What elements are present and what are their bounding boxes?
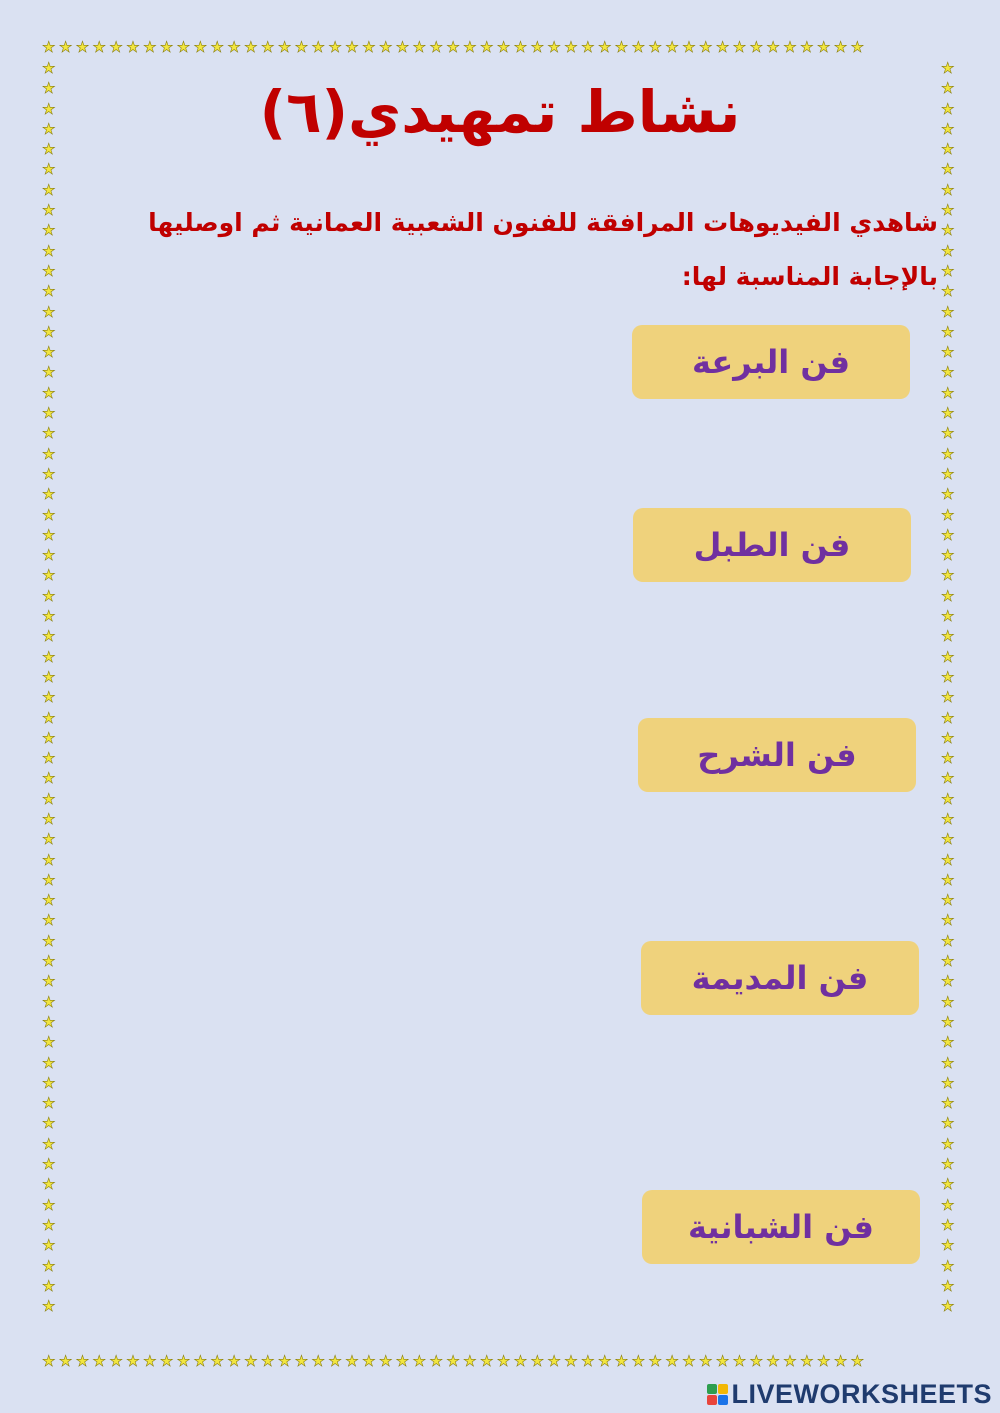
liveworksheets-logo[interactable] [707,1378,992,1410]
star-border-top: ★★★★★★★★★★★★★★★★★★★★★★★★★★★★★★★★★★★★★★★★★★★★★★★★★ [42,40,868,56]
liveworksheets-logo-icon [707,1384,728,1405]
option-box-5[interactable]: فن الشبانية [642,1190,920,1264]
logo-text: LIVEWORKSHEETS [731,1378,992,1409]
star-border-bottom: ★★★★★★★★★★★★★★★★★★★★★★★★★★★★★★★★★★★★★★★★★★★★★★★★★ [42,1354,868,1370]
star-border-left: ★★★★★★★★★★★★★★★★★★★★★★★★★★★★★★★★★★★★★★★★★★★★★★★★★★★★★★★★★★★★★★ [42,59,56,1316]
page-title: نشاط تمهيدي(٦) [259,78,741,146]
star-border-right: ★★★★★★★★★★★★★★★★★★★★★★★★★★★★★★★★★★★★★★★★★★★★★★★★★★★★★★★★★★★★★★ [941,59,955,1316]
option-box-4[interactable]: فن المديمة [641,941,919,1015]
instruction-text: شاهدي الفيديوهات المرافقة للفنون الشعبية العمانية ثم اوصليها بالإجابة المناسبة لها: [148,208,938,291]
option-box-1[interactable]: فن البرعة [632,325,910,399]
option-box-3[interactable]: فن الشرح [638,718,916,792]
option-box-2[interactable]: فن الطبل [633,508,911,582]
